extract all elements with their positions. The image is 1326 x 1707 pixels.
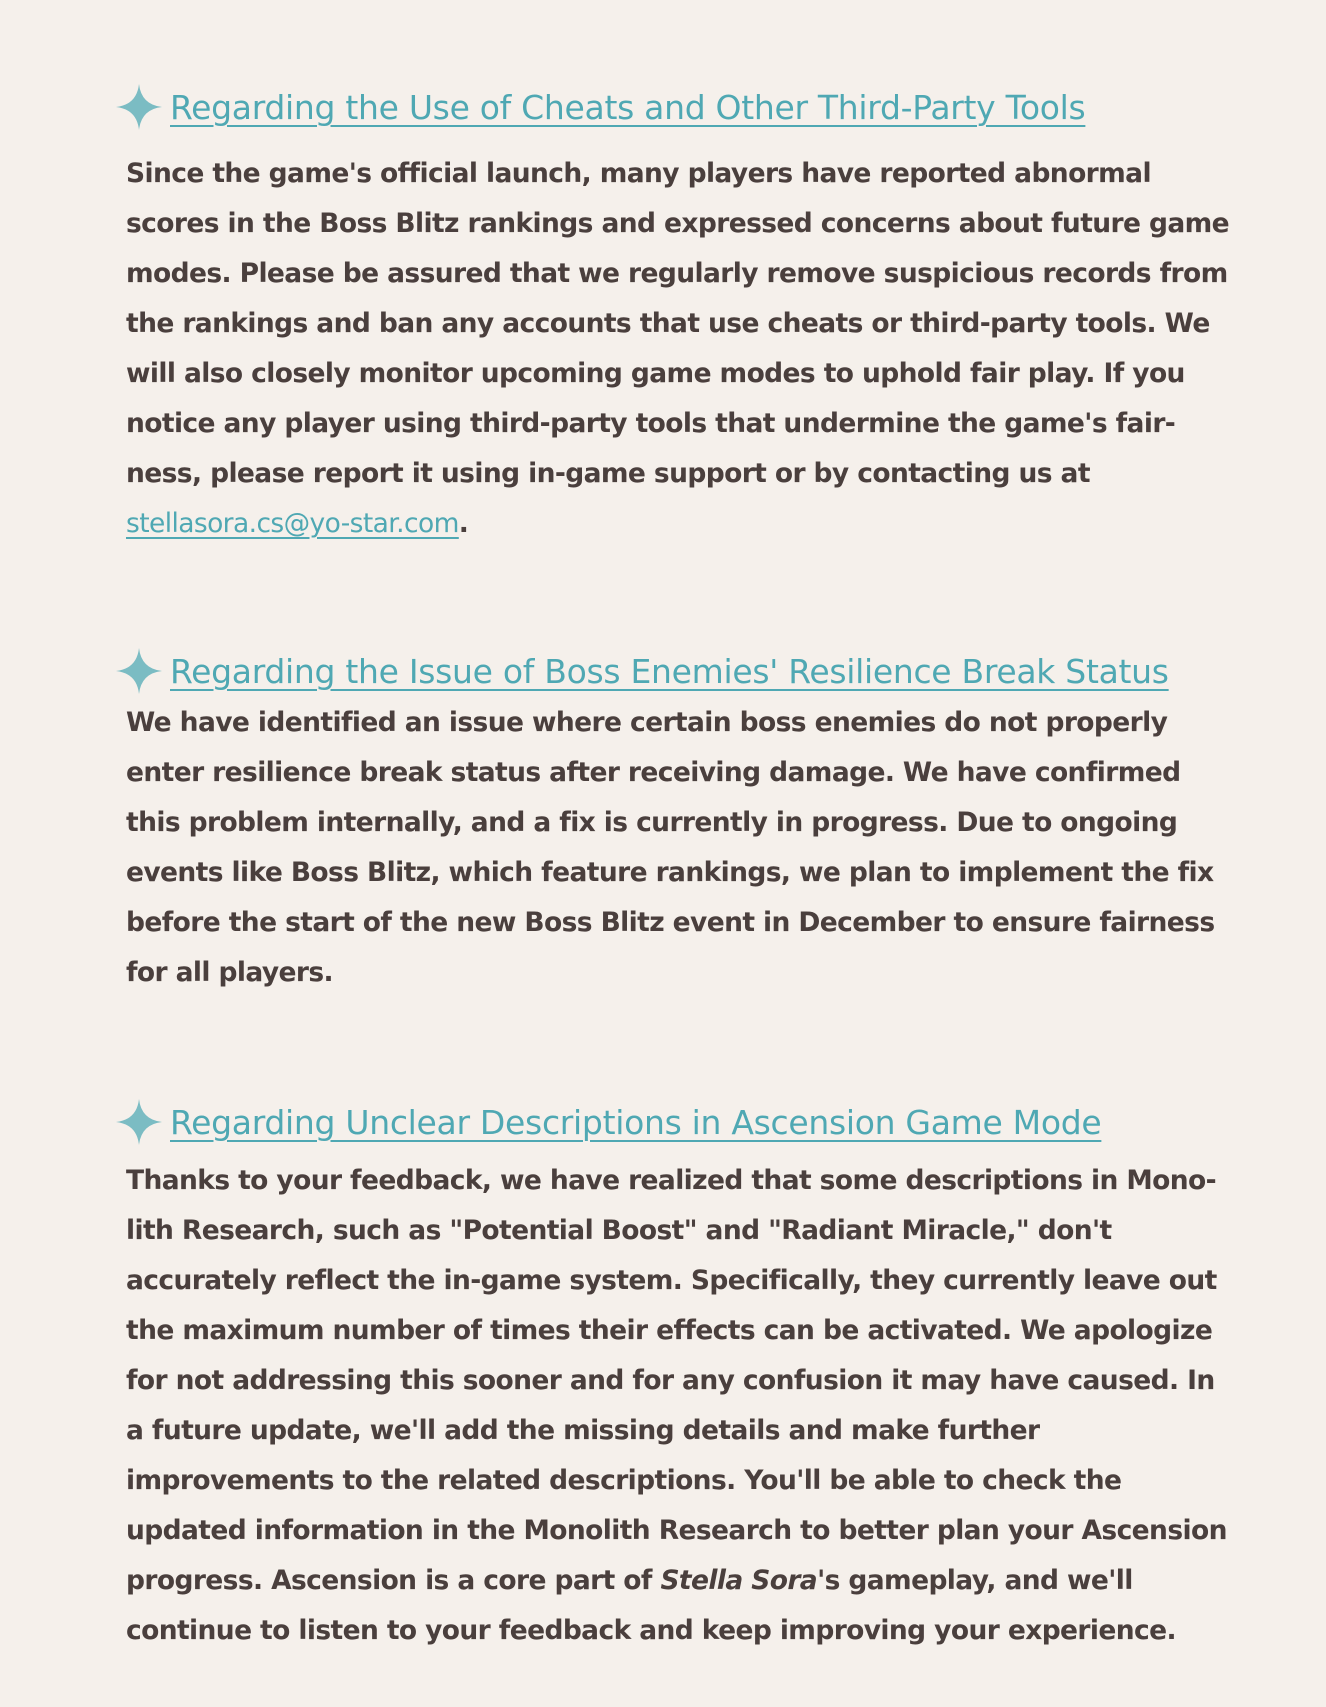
body-line: this problem internally, and a fix is currently in progress. Due to ongoing <box>126 807 1178 838</box>
body-line: Since the game's official launch, many players have reported abnormal <box>126 158 1151 189</box>
body-line: for all players. <box>126 957 333 988</box>
body-line: modes. Please be assured that we regularly remove suspicious records from <box>126 258 1228 289</box>
sparkle-star-icon <box>116 648 162 694</box>
body-line <box>126 1556 1226 1606</box>
body-line: the maximum number of times their effects can be activated. We apologize <box>126 1315 1213 1346</box>
body-line: accurately reflect the in-game system. Specifically, they currently leave out <box>126 1265 1217 1296</box>
body-line: ness, please report it using in-game support or by contacting us at <box>126 458 1090 489</box>
section-heading[interactable] <box>116 646 1169 696</box>
body-line: before the start of the new Boss Blitz event in December to ensure fairness <box>126 907 1215 938</box>
section-heading[interactable] <box>116 82 1085 132</box>
body-line: a future update, we'll add the missing details and make further <box>126 1415 1040 1446</box>
text-before: progress. Ascension is a core part of <box>126 1565 661 1596</box>
text-after: 's gameplay, and we'll <box>817 1565 1133 1596</box>
period: . <box>458 508 469 539</box>
body-line: We have identified an issue where certain boss enemies do not properly <box>126 707 1168 738</box>
heading-link[interactable]: Regarding the Issue of Boss Enemies' Resilience Break Status <box>170 651 1169 691</box>
game-title: Stella Sora <box>660 1565 818 1596</box>
sparkle-star-icon <box>116 1099 162 1145</box>
body-line: scores in the Boss Blitz rankings and expressed concerns about future game <box>126 208 1230 239</box>
body-line: Thanks to your feedback, we have realized that some descriptions in Mono- <box>126 1165 1217 1196</box>
body-line: improvements to the related descriptions. You'll be able to check the <box>126 1465 1122 1496</box>
body-line: will also closely monitor upcoming game modes to uphold fair play. If you <box>126 358 1185 389</box>
section-heading[interactable] <box>116 1097 1101 1147</box>
section-body <box>126 698 1226 998</box>
support-email-link[interactable]: stellasora.cs@yo-star.com <box>126 508 459 539</box>
heading-link[interactable]: Regarding the Use of Cheats and Other Third-Party Tools <box>170 87 1086 127</box>
body-line: for not addressing this sooner and for any confusion it may have caused. In <box>126 1365 1215 1396</box>
section-body <box>126 1156 1226 1656</box>
body-line: lith Research, such as "Potential Boost" and "Radiant Miracle," don't <box>126 1215 1112 1246</box>
body-line: enter resilience break status after receiving damage. We have confirmed <box>126 757 1181 788</box>
body-line: continue to listen to your feedback and keep improving your experience. <box>126 1615 1176 1646</box>
body-line: the rankings and ban any accounts that use cheats or third-party tools. We <box>126 308 1210 339</box>
heading-link[interactable]: Regarding Unclear Descriptions in Ascension Game Mode <box>170 1102 1102 1142</box>
body-line: events like Boss Blitz, which feature rankings, we plan to implement the fix <box>126 857 1214 888</box>
section-body <box>126 149 1230 549</box>
body-line: notice any player using third-party tools that undermine the game's fair- <box>126 408 1176 439</box>
body-line <box>126 499 1226 549</box>
sparkle-star-icon <box>116 84 162 130</box>
body-line: updated information in the Monolith Research to better plan your Ascension <box>126 1515 1227 1546</box>
